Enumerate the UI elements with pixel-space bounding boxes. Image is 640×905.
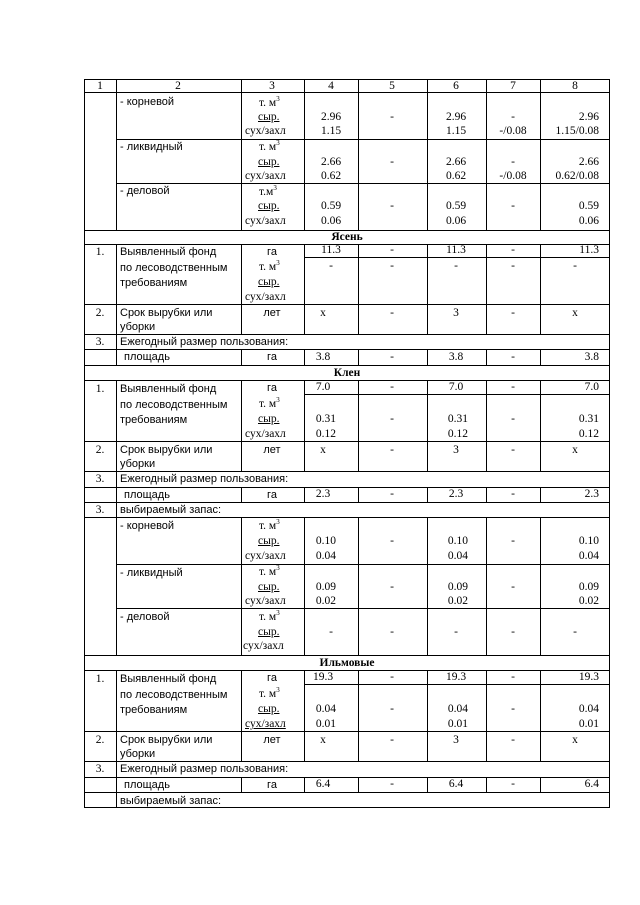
rule [84, 92, 610, 93]
value-cell: - [390, 200, 394, 212]
unit-sup: 3 [273, 184, 277, 192]
value-cell: 2.66 [320, 156, 342, 168]
rule [116, 564, 610, 565]
value-cell: х [572, 734, 578, 746]
rule [84, 79, 85, 808]
unit-ga: га [267, 779, 277, 791]
value-cell: 0.12 [578, 428, 599, 440]
unit-sux: сух/захл [245, 215, 286, 227]
value-cell: 0.04 [578, 703, 599, 715]
unit-sup: 3 [276, 564, 280, 572]
unit-text: т. м [259, 566, 277, 578]
value-cell: 0.02 [578, 595, 599, 607]
unit-sux: сух/захл [243, 640, 284, 652]
rule [304, 517, 305, 655]
rule [84, 731, 610, 732]
row-label: - деловой [120, 185, 170, 197]
header-cell: 6 [453, 80, 459, 92]
value-cell: 0.06 [578, 215, 599, 227]
row-label: площадь [124, 489, 170, 501]
row-number: 1. [95, 673, 105, 685]
row-label: Срок вырубки или [120, 307, 213, 319]
value-cell: 3 [453, 307, 459, 319]
rule [358, 670, 359, 761]
unit-syr: сыр. [258, 111, 280, 123]
value-cell: -/0.08 [499, 170, 527, 182]
value-cell: 2.96 [445, 111, 467, 123]
unit-sux: сух/захл [245, 718, 286, 730]
row-label: по лесоводственным [120, 689, 228, 701]
rule [116, 139, 610, 140]
rule [358, 244, 359, 334]
row-label: уборки [120, 321, 156, 333]
rule [116, 502, 117, 655]
rule [304, 670, 305, 761]
rule [304, 394, 610, 395]
row-number: 3. [95, 336, 105, 348]
rule [116, 349, 117, 365]
unit-text: т. м [259, 141, 277, 153]
value-cell: - [390, 111, 394, 123]
rule [241, 380, 242, 471]
rule [358, 380, 359, 471]
section-heading: Ильмовые [319, 657, 375, 669]
value-cell: 6.4 [448, 778, 464, 790]
rule [540, 349, 541, 365]
value-cell: - [511, 734, 515, 746]
rule [540, 487, 541, 502]
rule [241, 79, 242, 230]
rule [427, 670, 428, 761]
unit-m3 [259, 96, 280, 110]
rule [427, 79, 428, 230]
unit-ga: га [267, 351, 277, 363]
value-cell: 0.59 [578, 200, 599, 212]
value-cell: - [390, 381, 394, 393]
value-cell: - [511, 156, 515, 168]
rule [427, 244, 428, 334]
row-number: 2. [95, 307, 105, 319]
unit-syr: сыр. [258, 276, 280, 288]
value-cell: - [390, 734, 394, 746]
rule [241, 487, 242, 502]
header-cell: 3 [269, 80, 275, 92]
unit-syr: сыр. [258, 581, 280, 593]
row-number: 2. [95, 444, 105, 456]
value-cell: 0.06 [445, 215, 467, 227]
value-cell: х [320, 444, 326, 456]
rule [304, 349, 305, 365]
row-label: Выявленный фонд [120, 383, 217, 395]
unit-let: лет [263, 734, 281, 746]
section-heading: Ясень [331, 231, 363, 243]
row-label: уборки [120, 458, 156, 470]
unit-text: т.м [259, 186, 274, 198]
row-label: по лесоводственным [120, 399, 228, 411]
row-label: Ежегодный размер пользования: [120, 473, 289, 485]
unit-ga: га [267, 382, 277, 394]
value-cell: 0.02 [447, 595, 468, 607]
rule [486, 487, 487, 502]
unit-m3 [259, 519, 280, 533]
rule [304, 684, 610, 685]
value-cell: - [511, 381, 515, 393]
value-cell: 0.01 [315, 718, 336, 730]
row-number: 1. [95, 246, 105, 258]
value-cell: х [572, 307, 578, 319]
value-cell: 0.04 [447, 703, 468, 715]
unit-m3 [259, 185, 277, 199]
unit-text: т. м [259, 398, 277, 410]
value-cell: - [390, 156, 394, 168]
value-cell: 6.4 [584, 778, 599, 790]
value-cell: - [390, 351, 394, 363]
rule [304, 244, 305, 334]
rule [427, 380, 428, 471]
header-cell: 8 [572, 80, 578, 92]
unit-sux: сух/захл [245, 428, 286, 440]
rule [486, 244, 487, 334]
rule [486, 79, 487, 230]
rule [427, 517, 428, 655]
row-label: - корневой [120, 96, 175, 108]
unit-syr: сыр. [258, 626, 280, 638]
rule [84, 304, 610, 305]
row-number: 3. [95, 504, 105, 516]
row-label: - деловой [120, 611, 170, 623]
value-cell: - [390, 671, 394, 683]
rule [116, 244, 117, 349]
unit-sup: 3 [276, 686, 280, 694]
value-cell: 19.3 [312, 671, 334, 683]
rule [358, 517, 359, 655]
unit-m3 [259, 140, 280, 154]
value-cell: 3 [453, 734, 459, 746]
value-cell: - [454, 626, 458, 638]
row-label: требованиям [120, 414, 188, 426]
header-cell: 1 [97, 80, 103, 92]
rule [609, 79, 610, 808]
rule [241, 244, 242, 334]
value-cell: - [511, 488, 515, 500]
rule [358, 777, 359, 792]
value-cell: 0.10 [447, 535, 468, 547]
rule [540, 670, 541, 761]
rule [486, 380, 487, 471]
value-cell: 0.04 [315, 703, 336, 715]
unit-sup: 3 [276, 396, 280, 404]
value-cell: - [511, 200, 515, 212]
row-number: 2. [95, 734, 105, 746]
row-label: - ликвидный [120, 141, 183, 153]
value-cell: 0.59 [320, 200, 342, 212]
value-cell: - [511, 671, 515, 683]
header-cell: 2 [175, 80, 181, 92]
value-cell: -/0.08 [499, 125, 527, 137]
rule [304, 487, 305, 502]
value-cell: - [573, 626, 577, 638]
value-cell: - [511, 351, 515, 363]
value-cell: - [390, 703, 394, 715]
value-cell: 0.31 [578, 413, 599, 425]
header-cell: 7 [510, 80, 516, 92]
value-cell: 7.0 [448, 381, 464, 393]
rule [116, 487, 117, 502]
unit-ga: га [267, 672, 277, 684]
value-cell: 2.3 [448, 488, 464, 500]
value-cell: 2.66 [578, 156, 599, 168]
value-cell: - [511, 535, 515, 547]
rule [358, 487, 359, 502]
header-cell: 4 [328, 80, 334, 92]
unit-sux: сух/захл [245, 291, 286, 303]
row-label: выбираемый запас: [120, 504, 222, 516]
rule [304, 79, 305, 230]
row-label: уборки [120, 748, 156, 760]
row-label: выбираемый запас: [120, 795, 222, 807]
rule [241, 349, 242, 365]
unit-sux: сух/захл [245, 550, 286, 562]
row-label: требованиям [120, 704, 188, 716]
value-cell: 0.04 [578, 550, 599, 562]
unit-sup: 3 [276, 139, 280, 147]
section-heading: Клен [333, 367, 361, 379]
value-cell: 11.3 [579, 244, 599, 256]
value-cell: 2.3 [315, 488, 331, 500]
rule [540, 777, 541, 792]
value-cell: 0.10 [578, 535, 599, 547]
row-number: 3. [95, 763, 105, 775]
unit-syr: сыр. [258, 156, 280, 168]
rule [116, 380, 117, 487]
unit-let: лет [263, 444, 281, 456]
value-cell: - [390, 260, 394, 272]
unit-text: т. м [259, 611, 277, 623]
rule [486, 670, 487, 761]
value-cell: 6.4 [315, 778, 331, 790]
rule [241, 670, 242, 761]
unit-sux: сух/захл [245, 170, 286, 182]
unit-sup: 3 [276, 518, 280, 526]
unit-m3 [259, 610, 280, 624]
value-cell: 0.31 [447, 413, 468, 425]
unit-text: т. м [259, 520, 277, 532]
value-cell: х [572, 444, 578, 456]
row-label: площадь [124, 351, 170, 363]
value-cell: - [573, 260, 577, 272]
value-cell: - [511, 244, 515, 256]
rule [116, 670, 117, 807]
value-cell: 2.96 [578, 111, 599, 123]
value-cell: х [320, 307, 326, 319]
unit-m3 [259, 260, 280, 274]
rule [116, 79, 117, 230]
row-label: Срок вырубки или [120, 444, 213, 456]
unit-sux: сух/захл [245, 595, 286, 607]
value-cell: 19.3 [445, 671, 467, 683]
value-cell: - [390, 581, 394, 593]
row-label: Ежегодный размер пользования: [120, 763, 289, 775]
value-cell: 0.01 [578, 718, 599, 730]
value-cell: 0.62/0.08 [555, 170, 599, 182]
value-cell: - [511, 413, 515, 425]
value-cell: 0.04 [315, 550, 336, 562]
value-cell: - [511, 111, 515, 123]
value-cell: 0.59 [445, 200, 467, 212]
unit-ga: га [267, 489, 277, 501]
value-cell: 0.12 [447, 428, 468, 440]
value-cell: 0.02 [315, 595, 336, 607]
row-number: 1. [95, 383, 105, 395]
value-cell: - [511, 260, 515, 272]
value-cell: 0.62 [320, 170, 342, 182]
row-label: Ежегодный размер пользования: [120, 336, 289, 348]
row-label: требованиям [120, 277, 188, 289]
value-cell: - [511, 778, 515, 790]
value-cell: 7.0 [315, 381, 331, 393]
rule [427, 349, 428, 365]
value-cell: - [511, 581, 515, 593]
value-cell: - [454, 260, 458, 272]
value-cell: 0.10 [315, 535, 336, 547]
unit-m3 [259, 565, 280, 579]
rule [486, 349, 487, 365]
unit-syr: сыр. [258, 413, 280, 425]
value-cell: - [390, 778, 394, 790]
value-cell: 3.8 [315, 351, 331, 363]
rule [540, 244, 541, 334]
value-cell: 3.8 [448, 351, 464, 363]
unit-text: т. м [259, 688, 277, 700]
value-cell: 0.06 [320, 215, 342, 227]
unit-sux: сух/захл [245, 125, 286, 137]
row-label: - ликвидный [120, 567, 183, 579]
value-cell: 3 [453, 444, 459, 456]
value-cell: - [390, 244, 394, 256]
rule [304, 380, 305, 471]
row-label: - корневой [120, 520, 175, 532]
row-number: 3. [95, 473, 105, 485]
rule [358, 349, 359, 365]
rule [241, 777, 242, 792]
value-cell: - [390, 413, 394, 425]
value-cell: - [390, 307, 394, 319]
value-cell: 0.09 [315, 581, 336, 593]
value-cell: - [511, 703, 515, 715]
unit-syr: сыр. [258, 535, 280, 547]
unit-sup: 3 [276, 259, 280, 267]
row-label: Срок вырубки или [120, 734, 213, 746]
value-cell: 2.96 [320, 111, 342, 123]
rule [486, 517, 487, 655]
row-label: по лесоводственным [120, 262, 228, 274]
value-cell: - [511, 444, 515, 456]
value-cell: 1.15/0.08 [555, 125, 599, 137]
value-cell: 0.12 [315, 428, 336, 440]
value-cell: - [390, 444, 394, 456]
rule [84, 792, 610, 793]
row-label: Выявленный фонд [120, 246, 217, 258]
value-cell: 0.62 [445, 170, 467, 182]
value-cell: - [390, 488, 394, 500]
value-cell: 11.3 [446, 244, 466, 256]
rule [84, 79, 610, 80]
rule [540, 79, 541, 230]
rule [486, 777, 487, 792]
unit-syr: сыр. [258, 703, 280, 715]
value-cell: 2.3 [584, 488, 599, 500]
unit-text: т. м [259, 97, 277, 109]
value-cell: - [511, 307, 515, 319]
rule [304, 257, 610, 258]
rule [116, 608, 610, 609]
rule [540, 517, 541, 655]
value-cell: 3.8 [584, 351, 599, 363]
rule [84, 380, 610, 381]
unit-ga: га [267, 246, 277, 258]
rule [84, 441, 610, 442]
value-cell: - [329, 260, 333, 272]
header-cell: 5 [389, 80, 395, 92]
rule [116, 183, 610, 184]
value-cell: 7.0 [584, 381, 599, 393]
value-cell: х [320, 734, 326, 746]
value-cell: 0.09 [578, 581, 599, 593]
value-cell: 19.3 [578, 671, 599, 683]
rule [84, 670, 610, 671]
value-cell: - [329, 626, 333, 638]
value-cell: 1.15 [320, 125, 342, 137]
value-cell: 2.66 [445, 156, 467, 168]
rule [84, 517, 610, 518]
value-cell: 0.01 [447, 718, 468, 730]
rule [427, 777, 428, 792]
value-cell: - [390, 626, 394, 638]
value-cell: - [511, 626, 515, 638]
rule [304, 777, 305, 792]
value-cell: - [390, 535, 394, 547]
unit-m3 [259, 687, 280, 701]
unit-syr: сыр. [258, 200, 280, 212]
rule [358, 79, 359, 230]
row-label: Выявленный фонд [120, 673, 217, 685]
value-cell: 11.3 [321, 244, 341, 256]
value-cell: 0.09 [447, 581, 468, 593]
unit-sup: 3 [276, 609, 280, 617]
rule [241, 517, 242, 655]
rule [427, 487, 428, 502]
value-cell: 1.15 [445, 125, 467, 137]
unit-text: т. м [259, 261, 277, 273]
rule [540, 380, 541, 471]
row-label: площадь [124, 779, 170, 791]
unit-sup: 3 [276, 95, 280, 103]
unit-let: лет [263, 307, 281, 319]
value-cell: 0.04 [447, 550, 468, 562]
value-cell: 0.31 [315, 413, 336, 425]
unit-m3 [259, 397, 280, 411]
